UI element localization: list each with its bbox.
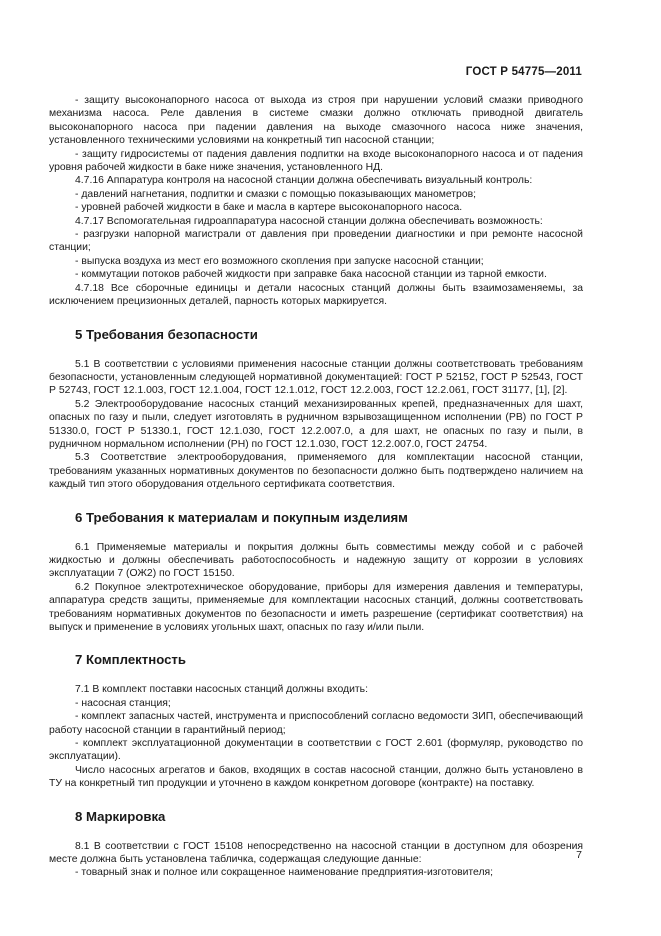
paragraph: - давлений нагнетания, подпитки и смазки с помощью показывающих манометров; — [75, 188, 477, 200]
page-number: 7 — [576, 849, 582, 861]
section-heading: 7 Комплектность — [75, 652, 186, 668]
section-heading: 6 Требования к материалам и покупным изделиям — [75, 509, 408, 525]
paragraph: 6.1 Применяемые материалы и покрытия должны быть совместимы между собой и с рабочей жидкостью и должны обеспечивать работоспособность и надежную защиту от коррозии в условиях эксплуатации 7 (ОЖ2) по ГОСТ 15150. — [49, 541, 583, 580]
paragraph: 6.2 Покупное электротехническое оборудование, приборы для измерения давления и температуры, аппаратура средств защиты, применяемые для комплектации насосных станций, должны соответствовать требованиям нормативных документов по безопасности и иметь разрешение (сертификат соответствия) на выпуск и применение в условиях угольных шахт, опасных по газу и/или пыли. — [49, 581, 583, 633]
section-heading: 5 Требования безопасности — [75, 326, 258, 342]
paragraph: - защиту высоконапорного насоса от выхода из строя при нарушении условий смазки приводного механизма насоса. Реле давления в системе смазки должно отключать приводной двигатель высоконапорного насоса при падении давления на выходе смазочного насоса ниже значения, установленного техническими условиями на конкретный тип насосной станции; — [49, 95, 583, 147]
standard-header: ГОСТ Р 54775—2011 — [465, 66, 582, 78]
paragraph: - защиту гидросистемы от падения давления подпитки на входе высоконапорного насоса и от падения уровня рабочей жидкости в баке ниже значения, установленного НД. — [49, 148, 583, 174]
section-heading: 8 Маркировка — [75, 808, 166, 824]
paragraph: - товарный знак и полное или сокращенное наименование предприятия-изготовителя; — [75, 867, 494, 879]
paragraph: 7.1 В комплект поставки насосных станций должны входить: — [75, 684, 368, 696]
document-body — [49, 94, 583, 880]
paragraph: - насосная станция; — [75, 697, 171, 709]
paragraph: - уровней рабочей жидкости в баке и масла в картере высоконапорного насоса. — [75, 202, 463, 214]
paragraph: - разгрузки напорной магистрали от давления при проведении диагностики и при ремонте насосной станции; — [49, 229, 583, 254]
paragraph: - выпуска воздуха из мест его возможного скопления при запуске насосной станции; — [75, 255, 484, 267]
paragraph: 5.3 Соответствие электрооборудования, применяемого для комплектации насосной станции, требованиям указанных нормативных документов по безопасности должно быть подтверждено наличием на каждый тип этого оборудования отдельного сертификата соответствия. — [49, 452, 583, 491]
paragraph: 8.1 В соответствии с ГОСТ 15108 непосредственно на насосной станции в доступном для обозрения месте должна быть установлена табличка, содержащая следующие данные: — [49, 840, 583, 866]
paragraph: - комплект эксплуатационной документации в соответствии с ГОСТ 2.601 (формуляр, руководство по эксплуатации). — [49, 738, 583, 763]
paragraph: 5.2 Электрооборудование насосных станций механизированных крепей, предназначенных для шахт, опасных по газу и пыли, следует изготовлять в рудничном взрывозащищенном исполнении (РВ) по ГОСТ Р 51330.0, ГОСТ Р 51330.1, ГОСТ 12.1.030, ГОСТ 12.2.007.0, а для шахт, не опасных по газу и пыли, в рудничном нормальном исполнении (РН) по ГОСТ 12.1.030, ГОСТ 12.2.007.0, ГОСТ 24754. — [49, 398, 583, 450]
paragraph: 4.7.16 Аппаратура контроля на насосной станции должна обеспечивать визуальный контроль: — [75, 175, 533, 187]
paragraph: - комплект запасных частей, инструмента и приспособлений согласно ведомости ЗИП, обеспечивающий работу насосной станции в гарантийный период; — [49, 711, 583, 736]
paragraph: 4.7.17 Вспомогательная гидроаппаратура насосной станции должна обеспечивать возможность: — [75, 215, 543, 227]
paragraph: 5.1 В соответствии с условиями применения насосные станции должны соответствовать требованиям безопасности, установленным следующей нормативной документацией: ГОСТ Р 52152, ГОСТ Р 52543, ГОСТ Р 52743, ГОСТ 12.1.003, ГОСТ 12.1.004, ГОСТ 12.1.012, ГОСТ 12.2.003, ГОСТ 12.2.061, ГОСТ 31177, [1], [2]. — [49, 358, 583, 397]
paragraph: 4.7.18 Все сборочные единицы и детали насосных станций должны быть взаимозаменяемы, за исключением прецизионных деталей, парность которых маркируется. — [49, 282, 583, 308]
paragraph: - коммутации потоков рабочей жидкости при заправке бака насосной станции из тарной емкости. — [75, 269, 547, 281]
paragraph: Число насосных агрегатов и баков, входящих в состав насосной станции, должно быть установлено в ТУ на конкретный тип продукции и уточнено в каждом конкретном договоре (контракте) на поставку. — [49, 764, 583, 790]
